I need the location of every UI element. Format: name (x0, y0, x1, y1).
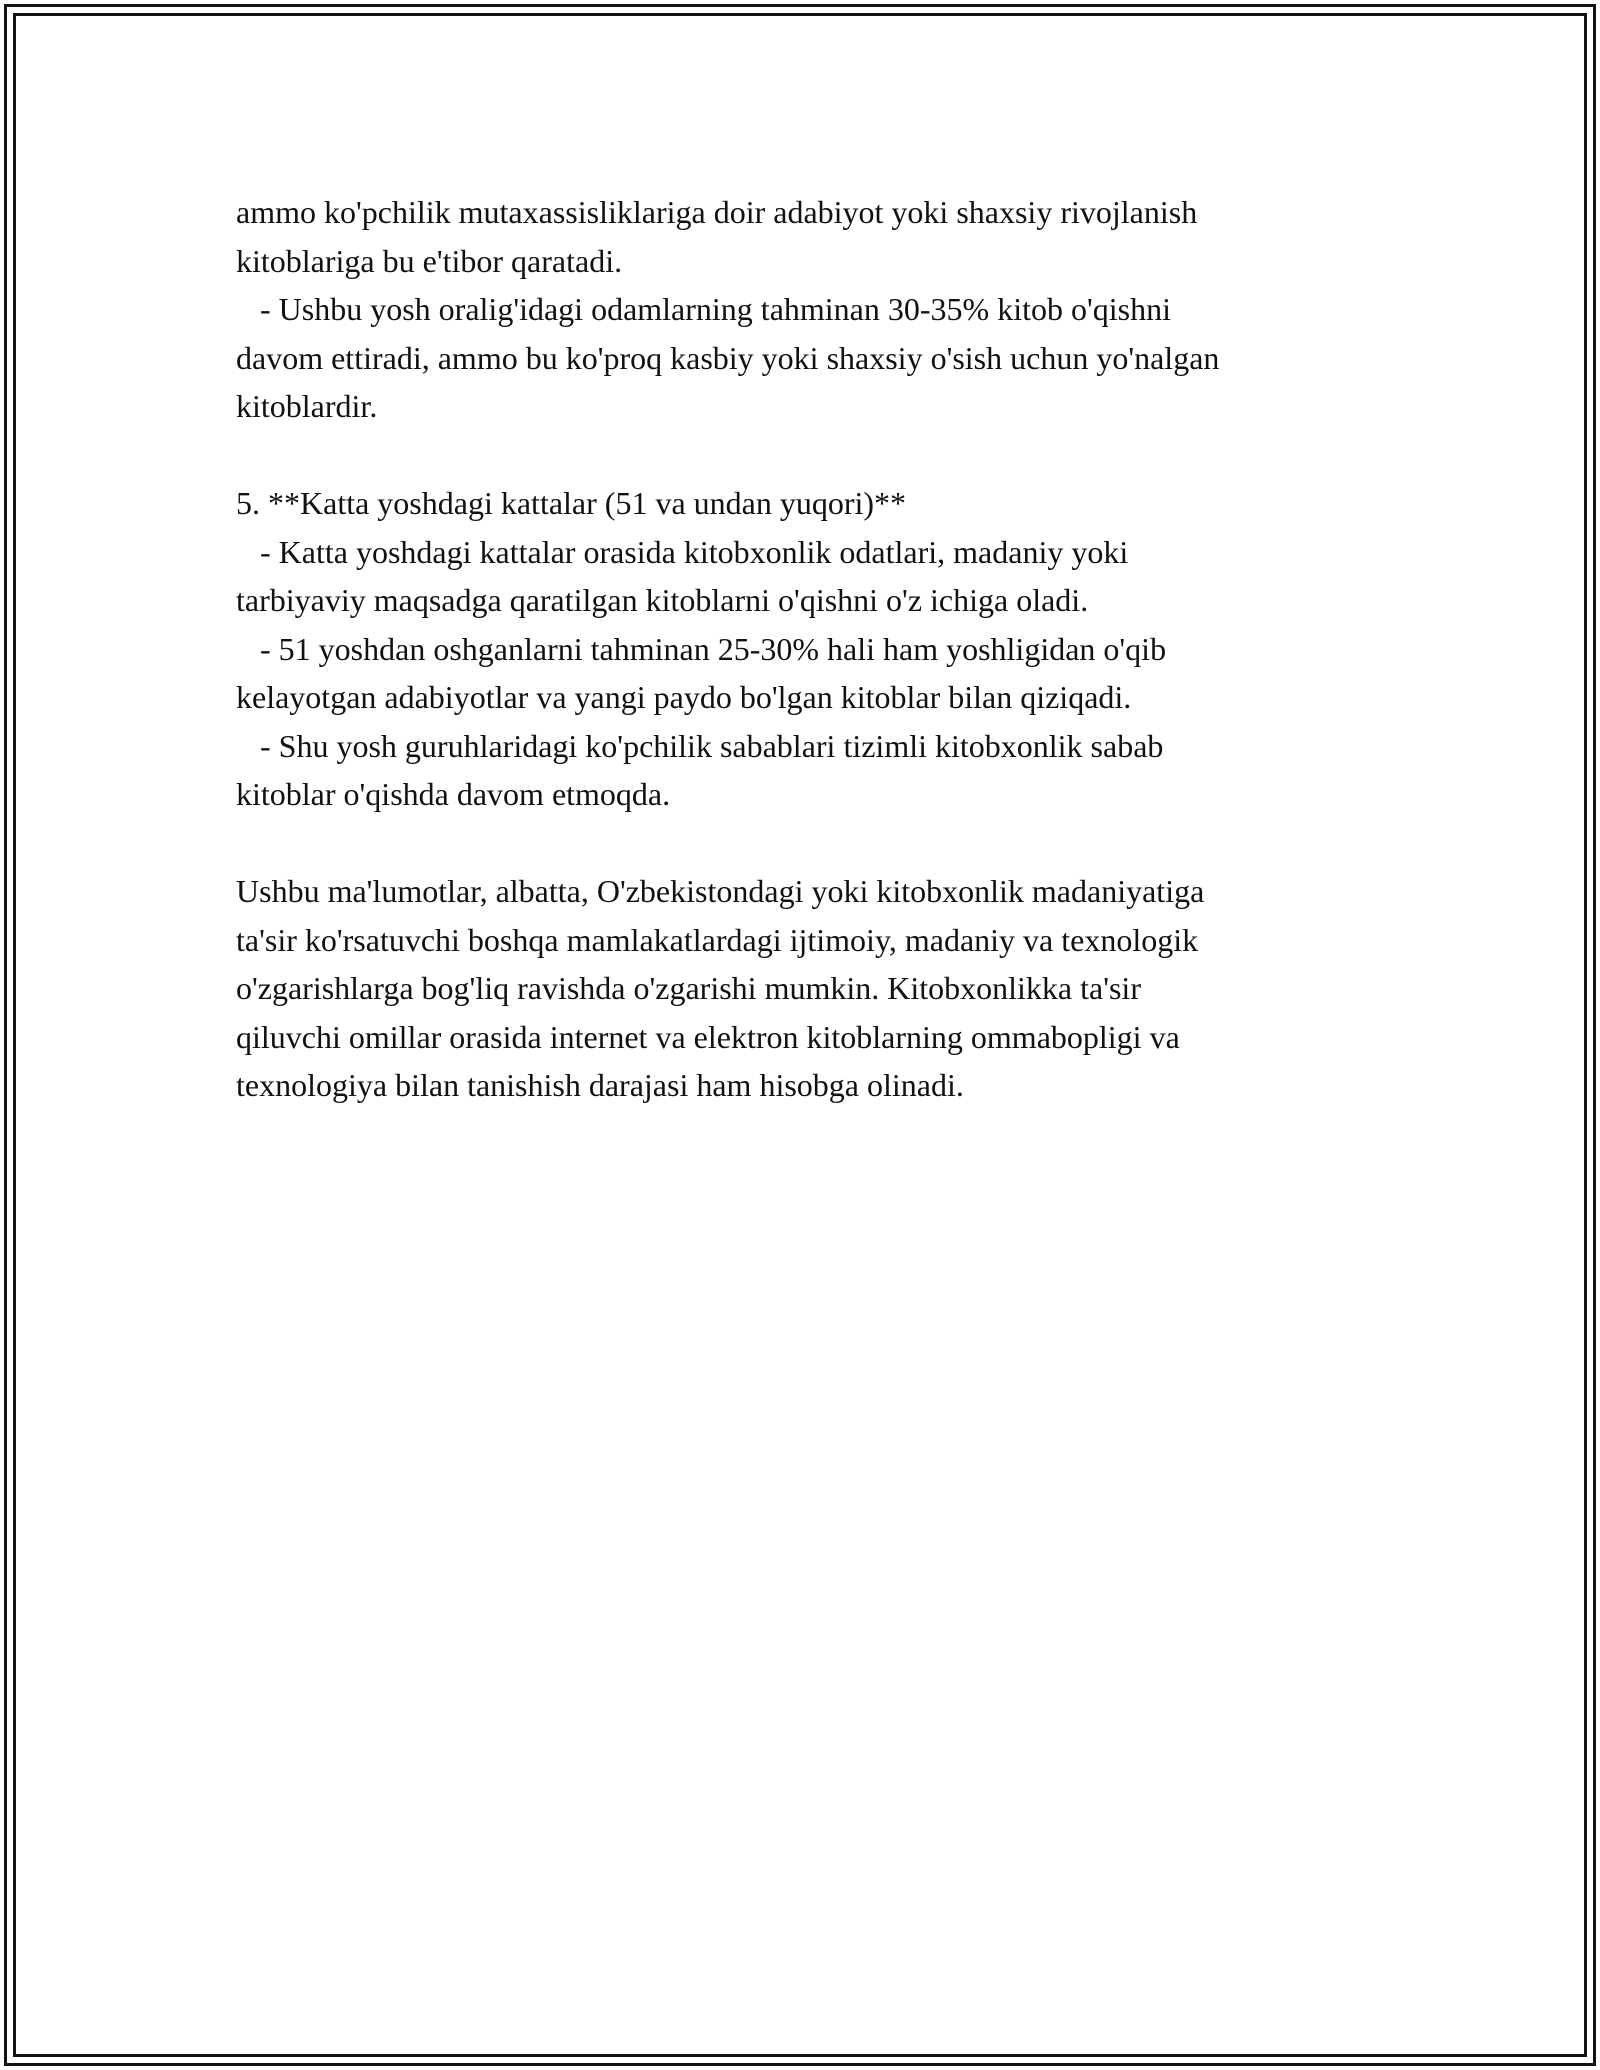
section-5 (236, 479, 1376, 819)
section-heading: 5. **Katta yoshdagi kattalar (51 va undan yuqori)** (236, 485, 907, 521)
text-line: kelayotgan adabiyotlar va yangi paydo bo'lgan kitoblar bilan qiziqadi. (236, 679, 1132, 715)
paragraph-conclusion (236, 867, 1376, 1110)
text-line: ta'sir ko'rsatuvchi boshqa mamlakatlardagi ijtimoiy, madaniy va texnologik (236, 921, 1199, 958)
list-item-line: - Katta yoshdagi kattalar orasida kitobxonlik odatlari, madaniy yoki (236, 533, 1129, 570)
text-line: qiluvchi omillar orasida internet va elektron kitoblarning ommabopligi va (236, 1018, 1180, 1055)
paragraph-gap (236, 431, 1376, 480)
list-item-line: - 51 yoshdan oshganlarni tahminan 25-30% hali ham yoshligidan o'qib (236, 630, 1167, 667)
list-item-line: - Shu yosh guruhlaridagi ko'pchilik sabablari tizimli kitobxonlik sabab (236, 727, 1164, 764)
text-line: kitoblar o'qishda davom etmoqda. (236, 776, 671, 812)
text-line: Ushbu ma'lumotlar, albatta, O'zbekistondagi yoki kitobxonlik madaniyatiga (236, 873, 1205, 909)
text-line: o'zgarishlarga bog'liq ravishda o'zgarishi mumkin. Kitobxonlikka ta'sir (236, 970, 1141, 1006)
text-line: kitoblariga bu e'tibor qaratadi. (236, 242, 623, 279)
text-line: tarbiyaviy maqsadga qaratilgan kitoblarni o'qishni o'z ichiga oladi. (236, 582, 1089, 618)
list-item-line: - Ushbu yosh oralig'idagi odamlarning tahminan 30-35% kitob o'qishni (236, 291, 1171, 327)
paragraph-intro (236, 188, 1376, 431)
text-line: davom ettiradi, ammo bu ko'proq kasbiy yoki shaxsiy o'sish uchun yo'nalgan (236, 339, 1220, 376)
text-line: ammo ko'pchilik mutaxassisliklariga doir adabiyot yoki shaxsiy rivojlanish (236, 194, 1198, 230)
text-line: texnologiya bilan tanishish darajasi ham hisobga olinadi. (236, 1067, 964, 1103)
document-body (236, 188, 1376, 1110)
paragraph-gap (236, 819, 1376, 868)
text-line: kitoblardir. (236, 388, 378, 424)
